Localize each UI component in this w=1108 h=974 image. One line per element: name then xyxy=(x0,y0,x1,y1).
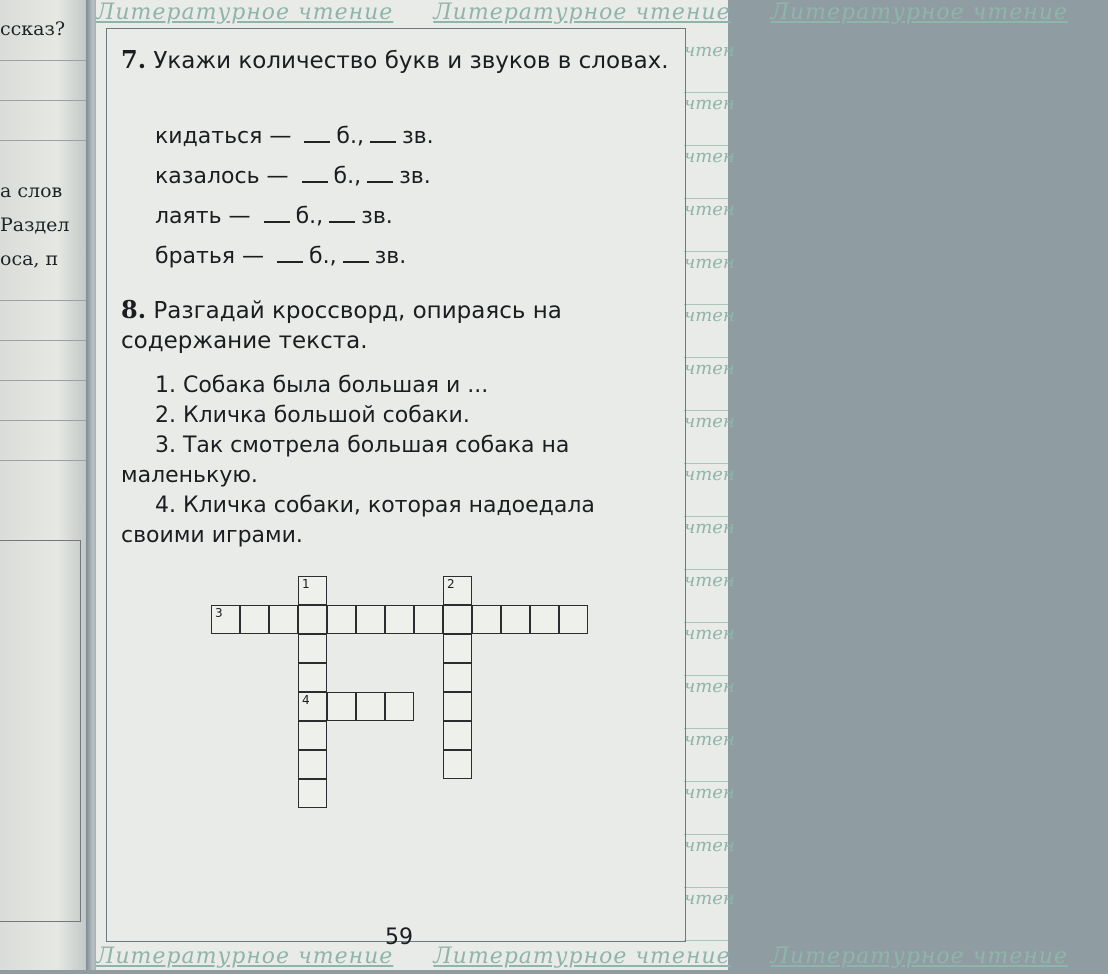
task-number: 8. xyxy=(121,295,147,324)
crossword-cell[interactable] xyxy=(298,663,327,692)
clue-4-continued: своими играми. xyxy=(121,523,303,548)
crossword-cell[interactable] xyxy=(327,605,356,634)
answer-blank[interactable] xyxy=(302,163,328,183)
crossword-cell[interactable] xyxy=(298,750,327,779)
crossword-clue-number: 4 xyxy=(302,693,310,707)
crossword-cell[interactable] xyxy=(385,692,414,721)
crossword-cell[interactable] xyxy=(559,605,588,634)
clue-3: 3. Так смотрела большая собака на xyxy=(155,433,570,458)
crossword-cell[interactable] xyxy=(385,605,414,634)
crossword-cell[interactable] xyxy=(356,692,385,721)
crossword-cell[interactable] xyxy=(443,663,472,692)
task-text: Разгадай кроссворд, опираясь на содержание текста. xyxy=(121,298,562,354)
header-decoration: Литературное чтение Литературное чтение Литературное чтение xyxy=(96,0,1068,25)
task-text: Укажи количество букв и звуков в словах. xyxy=(153,48,669,74)
left-fragment: а слов xyxy=(0,180,63,202)
answer-blank[interactable] xyxy=(370,123,396,143)
crossword-cell[interactable] xyxy=(298,779,327,808)
crossword-cell[interactable] xyxy=(443,576,472,605)
task-number: 7. xyxy=(121,45,147,74)
crossword-cell[interactable] xyxy=(443,605,472,634)
crossword-cell[interactable] xyxy=(356,605,385,634)
crossword-cell[interactable] xyxy=(298,721,327,750)
task-8-heading xyxy=(121,295,677,356)
clue-3-continued: маленькую. xyxy=(121,463,258,488)
footer-decoration: Литературное чтение Литературное чтение Литературное чтение xyxy=(96,944,1068,969)
workbook-page xyxy=(96,0,1068,970)
crossword-cell[interactable] xyxy=(298,605,327,634)
crossword-cell[interactable] xyxy=(298,692,327,721)
clue-2: 2. Кличка большой собаки. xyxy=(155,403,470,428)
answer-blank[interactable] xyxy=(343,243,369,263)
crossword-clue-number: 2 xyxy=(447,577,455,591)
crossword-cell[interactable] xyxy=(443,721,472,750)
content-frame xyxy=(106,28,686,950)
answer-blank[interactable] xyxy=(367,163,393,183)
answer-blank[interactable] xyxy=(277,243,303,263)
crossword-cell[interactable] xyxy=(298,576,327,605)
left-page-box xyxy=(0,540,81,922)
crossword-cell[interactable] xyxy=(530,605,559,634)
crossword-cell[interactable] xyxy=(211,605,240,634)
left-page xyxy=(0,0,95,970)
crossword-cell[interactable] xyxy=(298,634,327,663)
word-row: лаять — б., зв. xyxy=(155,204,393,229)
crossword-cell[interactable] xyxy=(327,692,356,721)
crossword-cell[interactable] xyxy=(414,605,443,634)
crossword-cell[interactable] xyxy=(472,605,501,634)
margin-decoration: чтен чтен чтен чтен чтен чтен чтен чтен чтен чтен чтен чтен чтен чтен чтен чтен чтен xyxy=(684,40,728,940)
task-7-heading xyxy=(121,45,677,76)
crossword-cell[interactable] xyxy=(443,692,472,721)
clue-1: 1. Собака была большая и ... xyxy=(155,373,489,398)
word-row: кидаться — б., зв. xyxy=(155,124,434,149)
word-row: казалось — б., зв. xyxy=(155,164,431,189)
word-row: братья — б., зв. xyxy=(155,244,407,269)
answer-blank[interactable] xyxy=(329,203,355,223)
answer-blank[interactable] xyxy=(264,203,290,223)
crossword-cell[interactable] xyxy=(269,605,298,634)
left-fragment: ссказ? xyxy=(0,18,66,40)
crossword-clue-number: 3 xyxy=(215,606,223,620)
crossword-cell[interactable] xyxy=(443,750,472,779)
answer-blank[interactable] xyxy=(304,123,330,143)
left-fragment: оса, п xyxy=(0,248,59,270)
clue-4: 4. Кличка собаки, которая надоедала xyxy=(155,493,595,518)
crossword-clue-number: 1 xyxy=(302,577,310,591)
left-fragment: Раздел xyxy=(0,214,70,236)
crossword-cell[interactable] xyxy=(240,605,269,634)
page-number: 59 xyxy=(385,925,413,950)
crossword-cell[interactable] xyxy=(501,605,530,634)
crossword-cell[interactable] xyxy=(443,634,472,663)
